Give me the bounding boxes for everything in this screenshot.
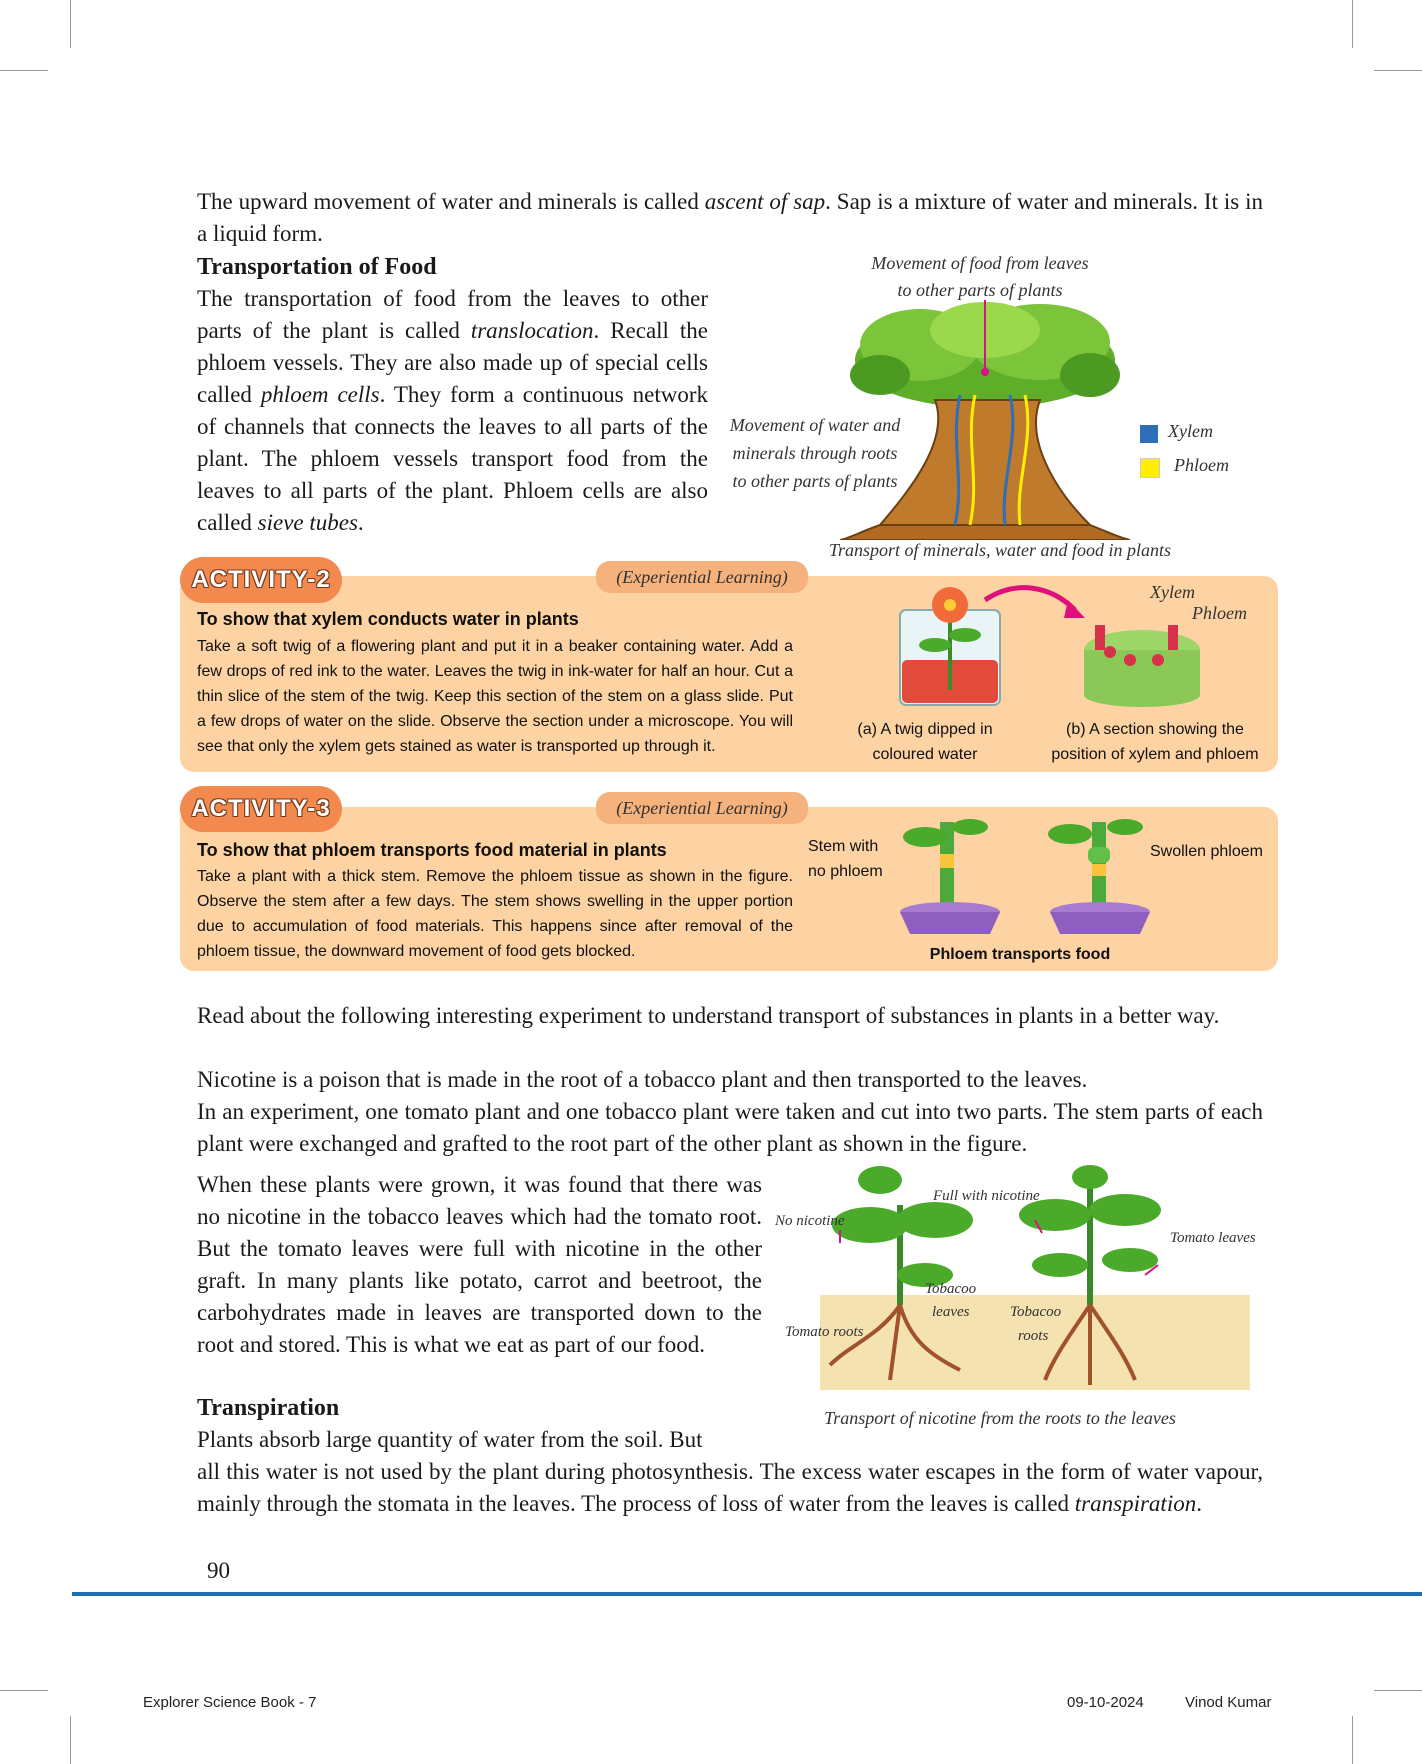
tf-text-1: The transportation of food from the leaves to other parts of the plant is called xyxy=(197,286,708,343)
graft-no-nicotine-label: No nicotine xyxy=(775,1213,845,1229)
activity3-swollen-label: Swollen phloem xyxy=(1150,843,1263,860)
experiment-paragraph-4: When these plants were grown, it was found that there was no nicotine in the tobacco leaves which had the tomato root. But the tomato leaves were full with nicotine in the other graft. In many plants like potato, carrot and beetroot, the carbohydrates made in leaves are transported down to the root and stored. This is what we eat as part of our food. xyxy=(197,1172,762,1357)
graft-tobacco-roots-label-2: roots xyxy=(1018,1328,1049,1344)
crop-mark-br-v xyxy=(1352,1716,1353,1764)
graft-tobacco-leaves-label-2: leaves xyxy=(932,1304,970,1320)
activity2-phloem-label: Phloem xyxy=(1192,603,1247,623)
activity3-stem-label-2: no phloem xyxy=(808,863,883,880)
experiment-paragraph-3: In an experiment, one tomato plant and one tobacco plant were taken and cut into two parts. The stem parts of each plant were exchanged and grafted to the root part of the other plant as shown in the figure. xyxy=(197,1099,1263,1156)
footer-author: Vinod Kumar xyxy=(1185,1694,1272,1711)
pot-plant-1-illustration xyxy=(895,812,1015,937)
transpiration-term: transpiration xyxy=(1074,1491,1197,1516)
graft-tobacco-leaves-label-1: Tobacoo xyxy=(925,1281,977,1297)
intro-paragraph xyxy=(197,186,1263,250)
experiment-paragraph-1: Read about the following interesting experiment to understand transport of substances in plants in a better way. xyxy=(197,1003,1220,1028)
activity3-tag: (Experiential Learning) xyxy=(596,792,808,824)
graft-tomato-roots-label: Tomato roots xyxy=(785,1324,864,1340)
activity2-tag: (Experiential Learning) xyxy=(596,561,808,593)
transport-food-paragraph xyxy=(197,283,708,539)
transpiration-paragraph xyxy=(197,1456,1263,1520)
activity2-xylem-label: Xylem xyxy=(1150,582,1195,602)
footer-date: 09-10-2024 xyxy=(1067,1694,1144,1711)
crop-mark-tl-v xyxy=(70,0,71,48)
sieve-tubes-term: sieve tubes xyxy=(257,510,358,535)
tree-label-left-3: to other parts of plants xyxy=(732,471,898,491)
translocation-term: translocation xyxy=(470,318,594,343)
xylem-legend-label: Xylem xyxy=(1168,421,1213,441)
tree-figure xyxy=(720,245,1240,565)
activity2-text: Take a soft twig of a flowering plant and put it in a beaker containing water. Add a few drops of red ink to the water. Leaves the twig in ink-water for half an hour. Cut a thin slice of the stem of the twig. Keep this section of the stem on a glass slide. Put a few drops of water on the slide. Observe the section under a microscope. You will see that only the xylem gets stained as water is transported up through it. xyxy=(197,638,793,755)
pink-arrow xyxy=(980,580,1090,630)
tf-text-2: . Recall the phloem vessels. They are also made up of special cells called xyxy=(197,318,708,407)
crop-mark-tr-h xyxy=(1374,70,1422,71)
tf-text-4: . xyxy=(357,510,364,535)
activity3-text: Take a plant with a thick stem. Remove the phloem tissue as shown in the figure. Observe the stem after a few days. The stem shows swelling in the upper portion due to accumulation of food materials. This happens since after removal of the phloem tissue, the downward movement of food gets blocked. xyxy=(197,868,793,960)
activity3-badge: ACTIVITY-3 xyxy=(180,786,342,832)
activity2-fig-a-line2: coloured water xyxy=(872,746,978,763)
crop-mark-tl-h xyxy=(0,70,48,71)
phloem-legend-label: Phloem xyxy=(1174,455,1229,475)
pot-plant-2-illustration xyxy=(1040,812,1160,937)
experiment-paragraph-2: Nicotine is a poison that is made in the root of a tobacco plant and then transported to the leaves. xyxy=(197,1067,1088,1092)
crop-mark-br-h xyxy=(1374,1690,1422,1691)
xylem-legend-swatch xyxy=(1140,425,1158,443)
activity2-title: To show that xylem conducts water in plants xyxy=(197,609,579,629)
phloem-cells-term: phloem cells xyxy=(260,382,380,407)
crop-mark-bl-v xyxy=(70,1716,71,1764)
footer-book: Explorer Science Book - 7 xyxy=(143,1694,317,1711)
page-number: 90 xyxy=(207,1558,230,1583)
tree-caption: Transport of minerals, water and food in plants xyxy=(828,540,1172,560)
tree-label-top-1: Movement of food from leaves xyxy=(871,253,1089,273)
intro-text: The upward movement of water and minerals is called xyxy=(197,189,705,214)
transport-food-heading: Transportation of Food xyxy=(197,254,437,280)
tree-label-left-1: Movement of water and xyxy=(729,415,901,435)
transpiration-heading: Transpiration xyxy=(197,1395,340,1421)
graft-tomato-leaves-label: Tomato leaves xyxy=(1170,1230,1256,1246)
phloem-legend-swatch xyxy=(1140,458,1160,478)
blue-rule xyxy=(72,1592,1422,1596)
graft-caption: Transport of nicotine from the roots to the leaves xyxy=(824,1408,1176,1428)
activity2-badge: ACTIVITY-2 xyxy=(180,557,342,603)
transpiration-text: all this water is not used by the plant during photosynthesis. The excess water escapes in the form of water vapour, mainly through the stomata in the leaves. The process of loss of water from the leaves is called xyxy=(197,1459,1263,1516)
activity3-caption: Phloem transports food xyxy=(929,946,1111,963)
activity2-fig-a-line1: (a) A twig dipped in xyxy=(857,721,993,738)
activity3-stem-label-1: Stem with xyxy=(808,838,879,855)
tf-text-3: . They form a continuous network of channels that connects the leaves to all parts of the plant. The phloem vessels transport food from the leaves to all parts of the plant. Phloem cells are also called xyxy=(197,382,709,535)
activity2-fig-b-line2: position of xylem and phloem xyxy=(1051,746,1259,763)
graft-full-nicotine-label: Full with nicotine xyxy=(933,1188,1040,1204)
crop-mark-bl-h xyxy=(0,1690,48,1691)
transpiration-paragraph-start: Plants absorb large quantity of water from the soil. But xyxy=(197,1427,703,1452)
transpiration-end: . xyxy=(1196,1491,1202,1516)
intro-text-end: . Sap is a mixture of water and minerals. It is in a liquid form. xyxy=(197,189,1263,246)
activity2-fig-b-line1: (b) A section showing the xyxy=(1066,721,1244,738)
activity3-title: To show that phloem transports food material in plants xyxy=(197,840,667,860)
tree-label-left-2: minerals through roots xyxy=(732,443,898,463)
ascent-of-sap-term: ascent of sap xyxy=(704,189,826,214)
graft-tobacco-roots-label-1: Tobacoo xyxy=(1010,1304,1062,1320)
tree-label-top-2: to other parts of plants xyxy=(897,280,1063,300)
stem-section-illustration xyxy=(1080,620,1210,710)
crop-mark-tr-v xyxy=(1352,0,1353,48)
